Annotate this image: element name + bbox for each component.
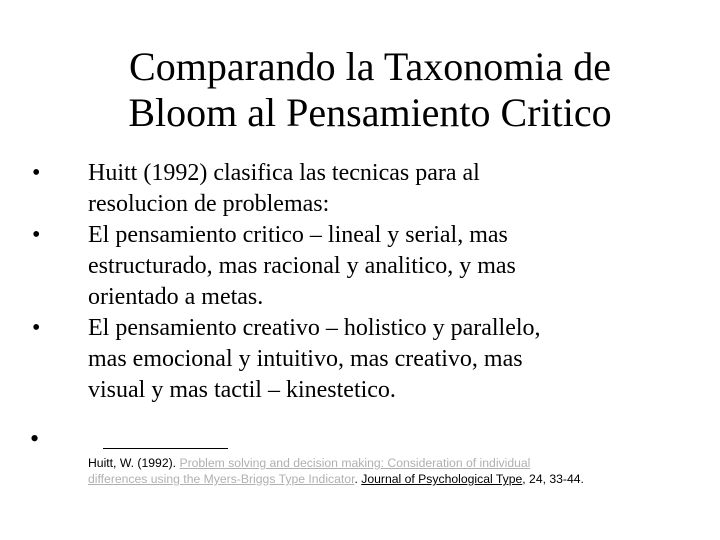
footnote-separator: . bbox=[354, 472, 362, 486]
bullet-dot-icon: • bbox=[32, 160, 41, 186]
footnote-line-1 bbox=[88, 455, 688, 471]
footnote-line-2 bbox=[88, 471, 688, 487]
empty-bullet-dot-icon: • bbox=[30, 424, 40, 453]
bullet-line: visual y mas tactil – kinestetico. bbox=[88, 377, 396, 403]
bullet-list bbox=[30, 158, 670, 406]
title-line-1: Comparando la Taxonomia de bbox=[129, 44, 611, 89]
bullet-dot-icon: • bbox=[32, 315, 41, 341]
footnote-reference bbox=[88, 455, 688, 487]
article-title-link-cont[interactable]: differences using the Myers-Briggs Type Indicator bbox=[88, 472, 355, 486]
bullet-dot-icon: • bbox=[32, 222, 41, 248]
bullet-line: orientado a metas. bbox=[88, 284, 264, 310]
footnote-volume-pages: , 24, 33-44. bbox=[522, 472, 584, 486]
bullet-line: resolucion de problemas: bbox=[88, 191, 330, 217]
bullet-item-huitt bbox=[30, 158, 670, 220]
footnote-author: Huitt, W. (1992). bbox=[88, 456, 180, 470]
bullet-line: estructurado, mas racional y analitico, y mas bbox=[88, 253, 516, 279]
journal-title-link[interactable]: Journal of Psychological Type bbox=[361, 472, 523, 486]
slide-title bbox=[60, 44, 680, 136]
bullet-line: El pensamiento creativo – holistico y parallelo, bbox=[88, 315, 541, 341]
bullet-line: El pensamiento critico – lineal y serial, mas bbox=[88, 222, 508, 248]
footnote-divider bbox=[103, 448, 228, 449]
bullet-line: mas emocional y intuitivo, mas creativo, mas bbox=[88, 346, 523, 372]
bullet-item-creativo bbox=[30, 313, 670, 406]
bullet-item-critico bbox=[30, 220, 670, 313]
article-title-link[interactable]: Problem solving and decision making: Consideration of individual bbox=[179, 456, 531, 470]
bullet-line: Huitt (1992) clasifica las tecnicas para al bbox=[88, 160, 480, 186]
title-line-2: Bloom al Pensamiento Critico bbox=[128, 90, 612, 135]
